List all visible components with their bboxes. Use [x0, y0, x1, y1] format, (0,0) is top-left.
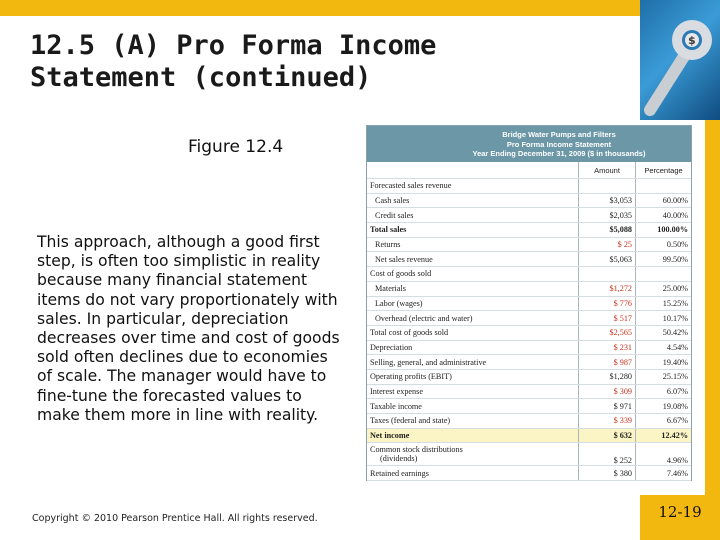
row-amount: $ 231 — [579, 340, 636, 355]
row-percentage: 19.08% — [636, 399, 692, 414]
row-amount: $ 971 — [579, 399, 636, 414]
row-amount: $ 776 — [579, 296, 636, 311]
row-percentage: 4.54% — [636, 340, 692, 355]
figure-header — [367, 126, 691, 162]
row-amount — [579, 267, 636, 282]
table-row-highlighted — [367, 428, 691, 443]
row-label: Returns — [367, 237, 579, 252]
row-label: Cash sales — [367, 193, 579, 208]
row-percentage: 100.00% — [636, 223, 692, 238]
table-row — [367, 223, 691, 238]
row-label: Taxes (federal and state) — [367, 414, 579, 429]
row-amount: $ 517 — [579, 311, 636, 326]
row-label: Selling, general, and administrative — [367, 355, 579, 370]
row-amount: $ 987 — [579, 355, 636, 370]
row-label: Overhead (electric and water) — [367, 311, 579, 326]
table-row — [367, 311, 691, 326]
column-header-amount: Amount — [579, 162, 636, 179]
slide-title-line2: Statement (continued) — [30, 62, 372, 93]
table-row — [367, 414, 691, 429]
row-label: Interest expense — [367, 384, 579, 399]
row-amount: $3,053 — [579, 193, 636, 208]
copyright-notice: Copyright © 2010 Pearson Prentice Hall. All rights reserved. — [32, 513, 318, 524]
row-amount: $1,280 — [579, 369, 636, 384]
row-percentage: 19.40% — [636, 355, 692, 370]
body-paragraph: This approach, although a good first step, is often too simplistic in reality because many financial statement items do not vary proportionately with sales. In particular, depreciation decreases over time and cost of goods sold often declines due to economies of scale. The manager would have to fine-tune the forecasted values to make them more in line with reality. — [37, 233, 340, 424]
row-percentage: 60.00% — [636, 193, 692, 208]
row-label: Forecasted sales revenue — [367, 179, 579, 194]
table-row — [367, 466, 691, 481]
row-label: Total cost of goods sold — [367, 325, 579, 340]
row-percentage: 12.42% — [636, 428, 692, 443]
row-percentage: 25.15% — [636, 369, 692, 384]
row-percentage: 10.17% — [636, 311, 692, 326]
figure-label: Figure 12.4 — [188, 137, 284, 157]
table-row — [367, 208, 691, 223]
row-label: Net sales revenue — [367, 252, 579, 267]
pro-forma-income-statement-figure — [366, 125, 692, 481]
table-row — [367, 193, 691, 208]
table-row — [367, 355, 691, 370]
row-label: Retained earnings — [367, 466, 579, 481]
row-amount: $5,063 — [579, 252, 636, 267]
row-label: Materials — [367, 281, 579, 296]
page-number: 12-19 — [658, 503, 702, 521]
row-percentage: 6.67% — [636, 414, 692, 429]
slide-title — [30, 30, 630, 94]
row-label-line1: Common stock distributions — [370, 445, 463, 455]
table-row — [367, 237, 691, 252]
row-label: Total sales — [367, 223, 579, 238]
row-amount: $1,272 — [579, 281, 636, 296]
row-percentage — [636, 267, 692, 282]
row-amount: $ 252 — [579, 443, 636, 466]
table-row — [367, 325, 691, 340]
row-label: Depreciation — [367, 340, 579, 355]
row-percentage: 4.96% — [636, 443, 692, 466]
row-amount: $2,565 — [579, 325, 636, 340]
table-row — [367, 369, 691, 384]
wrench-dollar-image — [640, 0, 720, 120]
row-amount: $ 632 — [579, 428, 636, 443]
row-label: Cost of goods sold — [367, 267, 579, 282]
table-row — [367, 384, 691, 399]
row-percentage: 40.00% — [636, 208, 692, 223]
row-amount: $ 309 — [579, 384, 636, 399]
row-percentage: 50.42% — [636, 325, 692, 340]
row-label — [367, 443, 579, 466]
table-row — [367, 252, 691, 267]
row-amount — [579, 179, 636, 194]
figure-company: Bridge Water Pumps and Filters — [502, 130, 616, 139]
row-percentage: 6.07% — [636, 384, 692, 399]
row-percentage: 99.50% — [636, 252, 692, 267]
row-amount: $ 380 — [579, 466, 636, 481]
row-percentage: 0.50% — [636, 237, 692, 252]
row-amount: $5,088 — [579, 223, 636, 238]
column-header-row — [367, 162, 691, 179]
row-label-line2: (dividends) — [380, 454, 418, 464]
slide-title-line1: 12.5 (A) Pro Forma Income — [30, 30, 437, 61]
table-row — [367, 267, 691, 282]
row-percentage: 25.00% — [636, 281, 692, 296]
row-label: Operating profits (EBIT) — [367, 369, 579, 384]
row-label: Credit sales — [367, 208, 579, 223]
table-row — [367, 281, 691, 296]
figure-statement-title: Pro Forma Income Statement — [506, 139, 612, 149]
row-label: Taxable income — [367, 399, 579, 414]
row-percentage — [636, 179, 692, 194]
row-percentage: 7.46% — [636, 466, 692, 481]
row-amount: $2,035 — [579, 208, 636, 223]
row-amount: $ 25 — [579, 237, 636, 252]
table-row — [367, 443, 691, 466]
table-row — [367, 340, 691, 355]
figure-period: Year Ending December 31, 2009 ($ in thousands) — [472, 149, 646, 158]
column-header-item — [367, 162, 579, 179]
top-accent-bar — [0, 0, 640, 16]
income-statement-table — [367, 162, 691, 481]
row-percentage: 15.25% — [636, 296, 692, 311]
table-row — [367, 296, 691, 311]
table-row — [367, 399, 691, 414]
row-label: Labor (wages) — [367, 296, 579, 311]
row-label: Net income — [367, 428, 579, 443]
row-amount: $ 339 — [579, 414, 636, 429]
column-header-percentage: Percentage — [636, 162, 692, 179]
table-row — [367, 179, 691, 194]
page-number-box — [640, 495, 720, 540]
svg-text:$: $ — [688, 34, 696, 47]
